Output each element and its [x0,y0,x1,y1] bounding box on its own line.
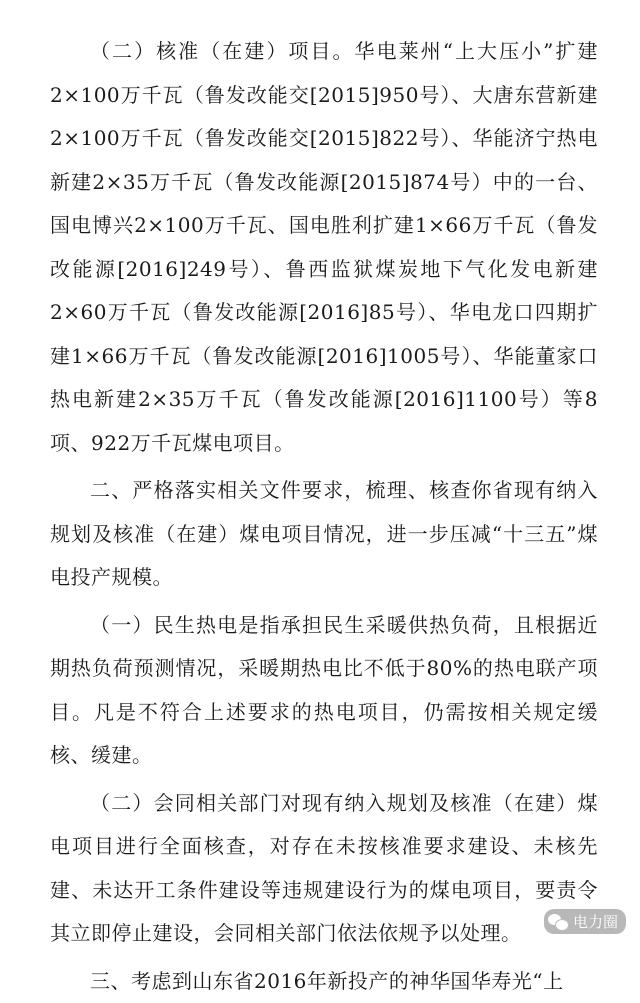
watermark [544,909,626,934]
wechat-icon [548,914,568,930]
paragraph-civil-heating: （一）民生热电是指承担民生采暖供热负荷，且根据近期热负荷预测情况，采暖期热电比不低于80%的热电联产项目。凡是不符合上述要求的热电项目，仍需按相关规定缓核、缓建。 [50,604,598,778]
paragraph-section-two: 二、严格落实相关文件要求，梳理、核查你省现有纳入规划及核准（在建）煤电项目情况，进一步压减“十三五”煤电投产规模。 [50,469,598,600]
document-body [50,30,598,1003]
paragraph-section-three: 三、考虑到山东省2016年新投产的神华国华寿光“上 [50,960,598,1003]
watermark-label: 电力圈 [573,911,618,932]
paragraph-inspection: （二）会同相关部门对现有纳入规划及核准（在建）煤电项目进行全面核查，对存在未按核准要求建设、未核先建、未达开工条件建设等违规建设行为的煤电项目，要责令其立即停止建设，会同相关部门依法依规予以处理。 [50,782,598,956]
paragraph-approved-projects: （二）核准（在建）项目。华电莱州“上大压小”扩建2×100万千瓦（鲁发改能交[2015]950号）、大唐东营新建2×100万千瓦（鲁发改能交[2015]822号）、华能济宁热电新建2×35万千瓦（鲁发改能源[2015]874号）中的一台、国电博兴2×100万千瓦、国电胜利扩建1×66万千瓦（鲁发改能源[2016]249号）、鲁西监狱煤炭地下气化发电新建2×60万千瓦（鲁发改能源[2016]85号）、华电龙口四期扩建1×66万千瓦（鲁发改能源[2016]1005号）、华能董家口热电新建2×35万千瓦（鲁发改能源[2016]1100号）等8项、922万千瓦煤电项目。 [50,30,598,465]
